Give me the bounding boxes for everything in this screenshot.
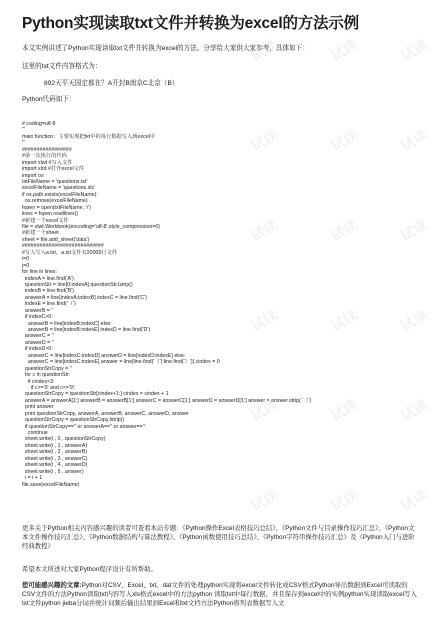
watermark-text: 试读 <box>328 306 361 335</box>
code-line: ################# <box>22 146 72 153</box>
code-line: answerC = line[indexC:indexE] answer = line[line.find('（'):line.find('）')] cindex = 0 <box>22 359 220 366</box>
watermark-text: 试读 <box>328 36 361 65</box>
code-line: j=0 <box>22 262 30 269</box>
code-line: answerB = '' <box>22 307 54 314</box>
code-line: sheet = file.add_sheet('data') <box>22 236 90 243</box>
code-line: # coding=utf-8 <box>22 121 56 127</box>
code-line: answerB = line[indexB:indexC] else: <box>22 320 112 327</box>
code-line: for line in lines: <box>22 269 58 276</box>
code-line: fopen = open(txtFileName, 'r') <box>22 204 91 211</box>
code-line: i=0 <box>22 256 30 263</box>
watermark-text: 试读 <box>248 306 281 335</box>
code-line: sheet.write(i , 1 , answerA) <box>22 442 88 449</box>
code-line: answerC = '' <box>22 333 54 340</box>
txt-sample-line: 892天平天国定都在？A开封B南京C北京（B） <box>44 80 179 87</box>
code-block <box>22 121 422 488</box>
code-line: lines = fopen.readlines() <box>22 211 79 218</box>
watermark-text: 试读 <box>248 126 281 155</box>
code-line: ''' <box>22 127 26 134</box>
code-line: print questionStrCopy, answerA, answerB, answerC, answerD, answer <box>22 410 189 417</box>
related-articles-text[interactable]: Python对CSV、Excel、txt、dat文件的处理python实现将excel文件转化成CSV格式Python导出数据到Excel可读取的CSV文件的方法Python读取txt内容写入xls格式excel中的方法python 读取txt中每行数据，并且保存到excel中的实例python实现读取excel写入txt文件python jieba分词并统计词频后输出结果到Excel和txt文档方法Python将列表数据写入文 <box>22 582 417 607</box>
closing-paragraph: 希望本文所述对大家Python程序设计有所帮助。 <box>22 566 157 573</box>
code-line: if questionStrCopy=='' or answerA=='' or answer=='': <box>22 423 147 430</box>
related-topics-paragraph: 更多关于Python相关内容感兴趣的读者可查看本站专题：《Python操作Excel表格技巧总结》、《Python文件与目录操作技巧汇总》、《Python文本文件操作技巧汇总》、《Python数据结构与算法教程》、《Python函数使用技巧总结》、《Python字符串操作技巧汇总》及《Python入门与进阶经典教程》 <box>22 525 415 550</box>
code-line: sheet.write(i , 5 , answer) <box>22 468 84 475</box>
code-line: answerC = line[indexC:indexD] answerD = line[indexD:indexE] else: <box>22 352 186 359</box>
watermark-text: 试读 <box>248 36 281 65</box>
code-line: import xlwt #写入文件 <box>22 159 73 166</box>
code-line: sheet.write(i , 2 , answerB) <box>22 449 88 456</box>
code-line: if indexD>0: <box>22 346 53 353</box>
code-line: file.save(excelFileName) <box>22 481 80 488</box>
page-title: Python实现读取txt文件并转换为excel的方法示例 <box>22 15 359 32</box>
code-line: answerA = answerA[1:] answerB = answerB[1:] answerC = answerC[1:] answerD = answerD[1:] answer = answer.strip( '（') <box>22 397 312 404</box>
watermark-text: 试读 <box>398 216 431 245</box>
code-line: #新建一个sheet <box>22 230 59 237</box>
code-line: continue <box>22 430 48 436</box>
code-line: #新建一个excel文件 <box>22 217 69 224</box>
code-line: indexB = line.find('B') <box>22 288 75 295</box>
code-line: if c>='0' and c<='9': <box>22 384 76 391</box>
code-line: if indexC>0: <box>22 314 53 321</box>
code-line: indexA = line.find('A') <box>22 275 74 282</box>
code-line: sheet.write(i , 3 , answerC) <box>22 455 88 462</box>
code-line: questionStr = line[0:indexA] questionStr.lstrip() <box>22 281 133 288</box>
code-line: questionStrCopy = questionStr[cindex+1:] cindex = cindex + 1 <box>22 391 169 398</box>
watermark-text: 试读 <box>248 216 281 245</box>
code-line: i = i + 1 <box>22 475 43 482</box>
code-line: import os <box>22 172 44 179</box>
code-label: Python代码如下： <box>22 96 76 103</box>
code-line: excelFileName = 'questions.xls' <box>22 185 96 192</box>
code-line: txtFileName = 'questions.txt' <box>22 178 88 185</box>
watermark-text: 试读 <box>398 396 431 425</box>
code-line: #第一次执行的代码 <box>22 153 67 160</box>
code-line: answerA = line[indexA:indexB] indexC = line.find('C') <box>22 294 147 301</box>
code-line: file = xlwt.Workbook(encoding='utf-8',style_compression=0) <box>22 224 161 230</box>
code-line: main function：主要实现把txt中的每行数据写入到excel中 <box>22 133 156 140</box>
code-line: if cindex<3: <box>22 378 55 385</box>
code-line: ############################ <box>22 243 104 250</box>
intro-paragraph: 本文实例讲述了Python实现读取txt文件并转换为excel的方法。分享给大家供大家参考，具体如下： <box>22 45 309 52</box>
code-line: if os.path.exists(excelFileName): <box>22 191 98 198</box>
watermark-text: 试读 <box>328 216 361 245</box>
code-line: answerD = '' <box>22 339 54 346</box>
watermark-text: 试读 <box>328 486 361 515</box>
code-line: #写入写入a.txt，a.txt文件有20000行文件 <box>22 249 118 256</box>
watermark-text: 试读 <box>398 306 431 335</box>
watermark-text: 试读 <box>398 486 431 515</box>
code-line: print answer <box>22 404 54 411</box>
code-line: sheet.write(i , 4 , answerD) <box>22 462 88 469</box>
code-line: os.remove(excelFileName) <box>22 198 88 205</box>
txt-format-label: 这里的txt文件内容格式为： <box>22 63 102 70</box>
watermark-text: 试读 <box>248 396 281 425</box>
code-line: questionStrCopy = questionStrCopy.lstrip() <box>22 417 125 424</box>
watermark-text: 试读 <box>248 486 281 515</box>
code-line: for c in questionStr: <box>22 372 71 379</box>
code-line: questionStrCopy = '' <box>22 365 72 372</box>
code-line: indexE = line.find('（') <box>22 301 76 308</box>
related-articles-label: 您可能感兴趣的文章: <box>22 582 82 589</box>
code-line: import xlrd #打开excel文件 <box>22 166 85 173</box>
watermark-text: 试读 <box>328 396 361 425</box>
code-line: sheet.write(i , 0 , questionStrCopy) <box>22 436 106 443</box>
related-articles <box>22 581 418 608</box>
watermark-text: 试读 <box>328 126 361 155</box>
code-line: answerB = line[indexB:indexE] indexD = line.find('D') <box>22 327 151 333</box>
watermark-text: 试读 <box>398 36 431 65</box>
code-line: ''' <box>22 140 26 147</box>
watermark-text: 试读 <box>398 126 431 155</box>
